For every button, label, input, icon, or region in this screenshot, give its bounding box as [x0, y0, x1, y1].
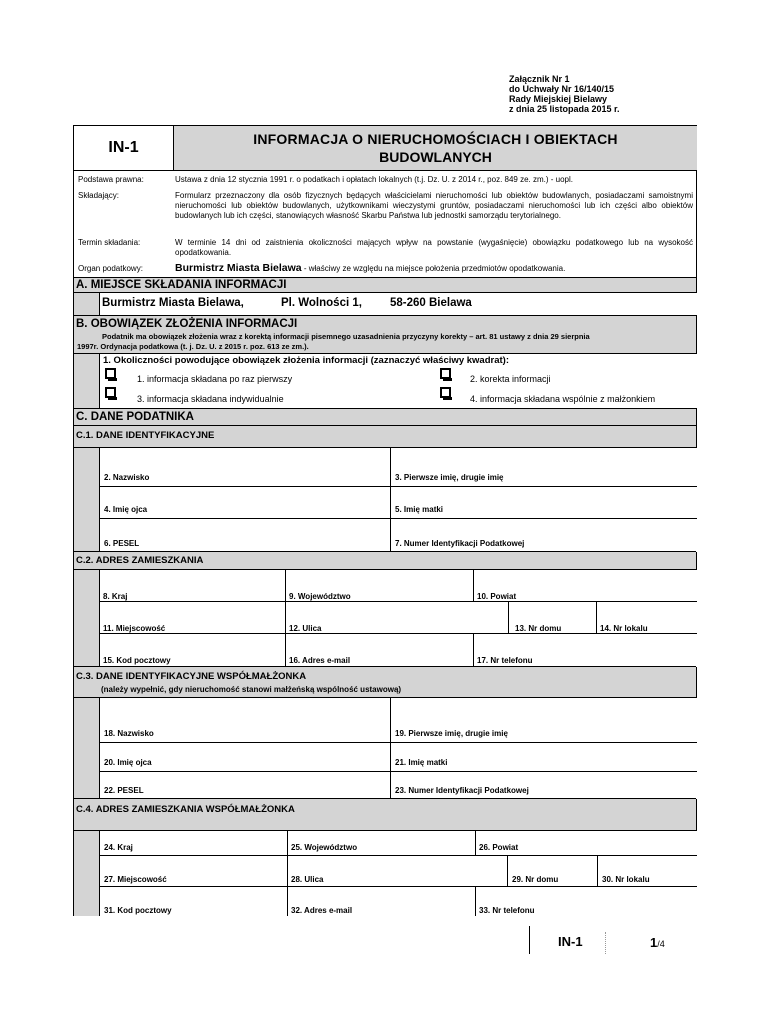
footer-page-number: 1 — [650, 935, 658, 950]
footer-form-code: IN-1 — [558, 934, 583, 949]
c2-row-divider — [100, 601, 697, 602]
field-country[interactable]: 8. Kraj — [103, 592, 128, 601]
footer-page — [650, 934, 665, 952]
section-a-address — [99, 293, 697, 315]
field-nip[interactable]: 7. Numer Identyfikacji Podatkowej — [395, 539, 525, 548]
c4-col-divider — [287, 831, 288, 916]
attachment-line-4: z dnia 25 listopada 2015 r. — [509, 104, 620, 114]
c2-header — [74, 551, 696, 570]
spouse-street[interactable]: 28. Ulica — [291, 875, 324, 884]
section-c-header — [74, 408, 696, 426]
c3-header — [74, 666, 696, 698]
c3-row-divider — [100, 742, 697, 743]
c4-col-divider — [475, 886, 476, 916]
c2-col-divider — [285, 570, 286, 667]
form-title-line-1: INFORMACJA O NIERUCHOMOŚCIACH I OBIEKTACH — [253, 131, 618, 147]
field-email[interactable]: 16. Adres e-mail — [289, 656, 351, 665]
footer-divider — [605, 932, 606, 954]
c1-col-divider — [390, 448, 391, 552]
spouse-father-name[interactable]: 20. Imię ojca — [104, 758, 152, 767]
c3-row-divider — [100, 771, 697, 772]
office-street: Pl. Wolności 1, — [281, 297, 362, 309]
field-father-name[interactable]: 4. Imię ojca — [104, 505, 148, 514]
c2-col-divider — [473, 633, 474, 667]
spouse-nip[interactable]: 23. Numer Identyfikacji Podatkowej — [395, 786, 529, 795]
field-voivodeship[interactable]: 9. Województwo — [289, 592, 351, 601]
c1-body — [74, 447, 696, 552]
option-individual: 3. informacja składana indywidualnie — [137, 394, 284, 404]
field-county[interactable]: 10. Powiat — [477, 592, 517, 601]
authority-line — [175, 262, 693, 274]
c4-title: C.4. ADRES ZAMIESZKANIA WSPÓŁMAŁŻONKA — [76, 804, 295, 815]
field-street[interactable]: 12. Ulica — [289, 624, 322, 633]
c3-title: C.3. DANE IDENTYFIKACYJNE WSPÓŁMAŁŻONKA — [76, 671, 307, 682]
form-title-line-2: BUDOWLANYCH — [379, 149, 492, 165]
section-b-note-2: 1997r. Ordynacja podatkowa (t. j. Dz. U. z 2015 r. poz. 613 ze zm.). — [77, 342, 309, 351]
section-a-header — [74, 277, 696, 293]
c4-header — [74, 798, 696, 831]
section-b-header — [74, 315, 696, 354]
c2-fields — [99, 570, 697, 667]
option-first-time: 1. informacja składana po raz pierwszy — [137, 374, 293, 384]
c2-col-divider — [596, 601, 597, 633]
c4-col-divider — [475, 831, 476, 855]
section-b-options-row — [74, 353, 696, 408]
c3-fields — [99, 698, 697, 799]
field-mother-name[interactable]: 5. Imię matki — [395, 505, 444, 514]
checkbox-correction[interactable] — [440, 368, 451, 379]
form-code: IN-1 — [108, 139, 139, 156]
form-code-box — [74, 126, 174, 170]
spouse-mother-name[interactable]: 21. Imię matki — [395, 758, 448, 767]
spouse-locality[interactable]: 27. Miejscowość — [104, 875, 167, 884]
c1-header — [74, 425, 696, 448]
checkbox-first-time[interactable] — [105, 368, 116, 379]
section-b-options — [99, 354, 697, 408]
option-correction: 2. korekta informacji — [470, 374, 551, 384]
spouse-house-number[interactable]: 29. Nr domu — [512, 875, 559, 884]
authority-name: Burmistrz Miasta Bielawa — [175, 262, 302, 274]
section-c-title: C. DANE PODATNIKA — [76, 411, 194, 423]
footer-box — [529, 926, 698, 954]
c4-col-divider — [507, 855, 508, 886]
section-a-row — [74, 292, 696, 315]
office-name: Burmistrz Miasta Bielawa, — [102, 297, 244, 309]
spouse-first-names[interactable]: 19. Pierwsze imię, drugie imię — [395, 729, 508, 738]
checkbox-individual[interactable] — [105, 387, 116, 398]
authority-label: Organ podatkowy: — [78, 264, 143, 273]
field-pesel[interactable]: 6. PESEL — [104, 539, 140, 548]
divider — [74, 170, 696, 171]
spouse-country[interactable]: 24. Kraj — [104, 843, 133, 852]
attachment-line-3: Rady Miejskiej Bielawy — [509, 94, 608, 104]
section-b-title: B. OBOWIĄZEK ZŁOŻENIA INFORMACJI — [76, 318, 298, 330]
field-locality[interactable]: 11. Miejscowość — [103, 624, 166, 633]
office-city: 58-260 Bielawa — [390, 297, 472, 309]
basis-text: Ustawa z dnia 12 stycznia 1991 r. o podatkach i opłatach lokalnych (t.j. Dz. U. z 2014 r., poz. 849 ze. zm.) - uopl. — [175, 175, 573, 184]
form-frame — [73, 125, 697, 916]
question-1: 1. Okoliczności powodujące obowiązek złożenia informacji (zaznaczyć właściwy kwadrat): — [103, 355, 509, 366]
section-a-title: A. MIEJSCE SKŁADANIA INFORMACJI — [76, 279, 287, 291]
checkbox-joint[interactable] — [440, 387, 451, 398]
basis-label: Podstawa prawna: — [78, 175, 144, 184]
c2-row-divider — [100, 633, 697, 634]
spouse-county[interactable]: 26. Powiat — [479, 843, 519, 852]
field-surname[interactable]: 2. Nazwisko — [104, 473, 150, 482]
attachment-line-1: Załącznik Nr 1 — [509, 74, 570, 84]
c3-body — [74, 697, 696, 799]
c1-row-divider — [100, 486, 697, 487]
c4-fields — [99, 831, 697, 916]
attachment-line-2: do Uchwały Nr 16/140/15 — [509, 84, 615, 94]
c3-note: (należy wypełnić, gdy nieruchomość stanowi małżeńską wspólność ustawową) — [101, 685, 402, 694]
c4-col-divider — [597, 855, 598, 886]
c2-col-divider — [508, 601, 509, 633]
c2-title: C.2. ADRES ZAMIESZKANIA — [76, 555, 204, 566]
field-phone[interactable]: 17. Nr telefonu — [477, 656, 533, 665]
spouse-email[interactable]: 32. Adres e-mail — [291, 906, 353, 915]
spouse-surname[interactable]: 18. Nazwisko — [104, 729, 154, 738]
field-postal-code[interactable]: 15. Kod pocztowy — [103, 656, 171, 665]
c4-row-divider — [100, 886, 697, 887]
spouse-postal-code[interactable]: 31. Kod pocztowy — [104, 906, 172, 915]
field-house-number[interactable]: 13. Nr domu — [515, 624, 562, 633]
section-b-note-1: Podatnik ma obowiązek złożenia wraz z korektą informacji pisemnego uzasadnienia przyczyny korekty – art. 81 ustawy z dnia 29 sierpnia — [102, 332, 590, 341]
c2-body — [74, 569, 696, 667]
footer-page-total: /4 — [657, 939, 665, 949]
spouse-apartment-number[interactable]: 30. Nr lokalu — [602, 875, 650, 884]
attachment-note — [509, 74, 620, 114]
filer-label: Składający: — [78, 191, 119, 200]
authority-text: - właściwy ze względu na miejsce położenia przedmiotów opodatkowania. — [301, 264, 566, 273]
option-joint: 4. informacja składana wspólnie z małżonkiem — [470, 394, 656, 404]
c4-body — [74, 830, 696, 916]
deadline-label: Termin składania: — [78, 238, 141, 247]
spouse-phone[interactable]: 33. Nr telefonu — [479, 906, 535, 915]
c1-title: C.1. DANE IDENTYFIKACYJNE — [76, 430, 215, 441]
deadline-text: W terminie 14 dni od zaistnienia okoliczności mających wpływ na powstanie (wygaśnięcie) obowiązku podatkowego lub na wysokość opodatkowania. — [175, 238, 693, 257]
field-first-names[interactable]: 3. Pierwsze imię, drugie imię — [395, 473, 504, 482]
spouse-pesel[interactable]: 22. PESEL — [104, 786, 144, 795]
c2-col-divider — [473, 570, 474, 601]
form-title-box — [174, 126, 697, 170]
c3-col-divider — [390, 698, 391, 799]
filer-text: Formularz przeznaczony dla osób fizycznych będących właścicielami nieruchomości lub obiektów budowlanych, posiadaczami samoistnymi nieruchomości lub obiektów budowlanych, użytkownikami wieczystymi gruntów, posiadaczami nieruchomości lub ich części albo obiektów budowlanych lub ich części, stanowiących własność Skarbu Państwa lub jednostki samorządu terytorialnego. — [175, 191, 693, 220]
c4-row-divider — [100, 855, 697, 856]
field-apartment-number[interactable]: 14. Nr lokalu — [600, 624, 648, 633]
spouse-voivodeship[interactable]: 25. Województwo — [291, 843, 358, 852]
c1-fields — [99, 448, 697, 552]
c1-row-divider — [100, 518, 697, 519]
